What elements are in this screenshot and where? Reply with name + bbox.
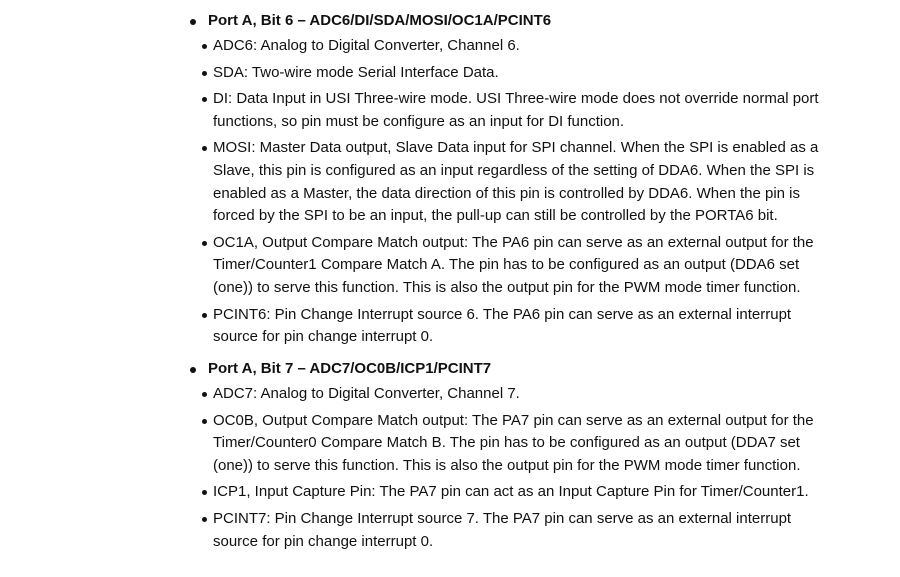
bullet-icon: [190, 367, 196, 373]
list-item-text: OC1A, Output Compare Match output: The PA6 pin can serve as an external output for the: [213, 233, 814, 251]
list-item-text: SDA: Two-wire mode Serial Interface Data.: [213, 63, 499, 81]
bullet-icon: [190, 19, 196, 25]
list-item-text: PCINT6: Pin Change Interrupt source 6. The PA6 pin can serve as an external interrupt: [213, 305, 792, 323]
list-item-text: Slave, this pin is configured as an input regardless of the setting of DDA6. When the SPI is: [213, 161, 815, 179]
list-item-text: functions, so pin must be configure as an input for DI function.: [213, 112, 625, 130]
list-item-text: Timer/Counter1 Compare Match A. The pin has to be configured as an output (DDA6 set: [213, 256, 800, 274]
list-item: [202, 481, 890, 504]
list-item-text: forced by the SPI to be an input, the pull-up can still be controlled by the PORTA6 bit.: [213, 207, 778, 225]
list-item: [202, 232, 890, 300]
list-item: [202, 304, 890, 349]
section-heading: [190, 359, 890, 379]
list-item: [202, 410, 890, 478]
bullet-icon: [202, 97, 207, 102]
list-item-text: OC0B, Output Compare Match output: The PA7 pin can serve as an external output for the: [213, 411, 814, 429]
section-port-a-bit-7: [190, 359, 890, 557]
bullet-icon: [202, 71, 207, 76]
list-item-text: enabled as a Master, the data direction of this pin is controlled by DDA6. When the pin is: [213, 184, 800, 202]
list-item: [202, 137, 890, 227]
section-heading-text: Port A, Bit 7 – ADC7/OC0B/ICP1/PCINT7: [208, 360, 492, 377]
list-item-text: DI: Data Input in USI Three-wire mode. USI Three-wire mode does not override normal port: [213, 90, 819, 108]
list-item-text: ADC7: Analog to Digital Converter, Channel 7.: [213, 385, 520, 402]
list-item: [202, 508, 890, 553]
pin-function-list: [190, 35, 890, 349]
list-item-text: (one)) to serve this function. This is also the output pin for the PWM mode timer function.: [213, 456, 801, 474]
bullet-icon: [202, 241, 207, 246]
list-item: [202, 35, 890, 58]
list-item: [202, 88, 890, 133]
list-item: [202, 62, 890, 85]
list-item-text: source for pin change interrupt 0.: [213, 532, 434, 550]
bullet-icon: [202, 44, 207, 49]
list-item-text: (one)) to serve this function. This is also the output pin for the PWM mode timer function.: [213, 278, 801, 296]
list-item-text: PCINT7: Pin Change Interrupt source 7. The PA7 pin can serve as an external interrupt: [213, 509, 792, 527]
bullet-icon: [202, 419, 207, 424]
bullet-icon: [202, 146, 207, 151]
list-item: [202, 383, 890, 406]
bullet-icon: [202, 490, 207, 495]
bullet-icon: [202, 392, 207, 397]
pin-function-list: [190, 383, 890, 553]
list-item-text: ADC6: Analog to Digital Converter, Channel 6.: [213, 37, 520, 54]
bullet-icon: [202, 313, 207, 318]
section-port-a-bit-6: [190, 11, 890, 353]
list-item-text: Timer/Counter0 Compare Match B. The pin has to be configured as an output (DDA7 set: [213, 434, 800, 452]
list-item-text: MOSI: Master Data output, Slave Data input for SPI channel. When the SPI is enabled as a: [213, 139, 819, 157]
section-heading: [190, 11, 890, 31]
list-item-text: source for pin change interrupt 0.: [213, 328, 434, 346]
list-item-text: ICP1, Input Capture Pin: The PA7 pin can act as an Input Capture Pin for Timer/Counter1.: [213, 483, 809, 501]
bullet-icon: [202, 517, 207, 522]
section-heading-text: Port A, Bit 6 – ADC6/DI/SDA/MOSI/OC1A/PCINT6: [208, 12, 552, 29]
